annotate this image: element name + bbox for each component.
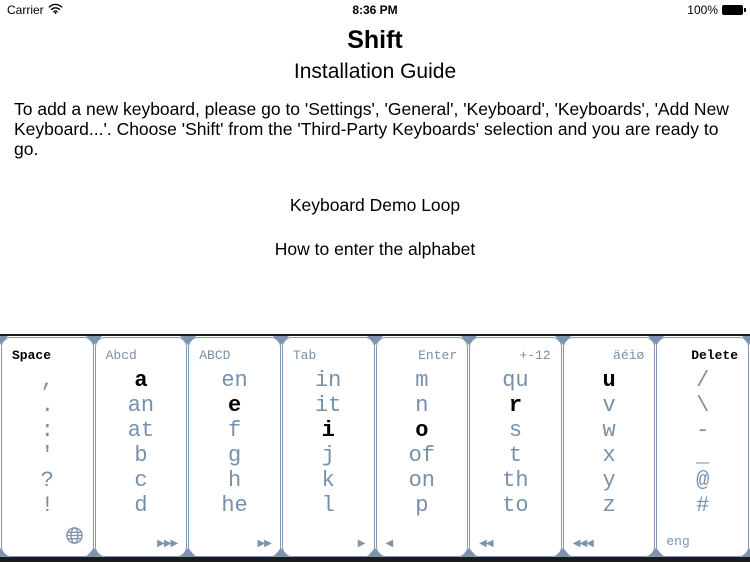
key-items bbox=[657, 363, 748, 523]
key-divider-notch bbox=[742, 336, 750, 345]
advance-right-arrows-icon: ▶▶ bbox=[257, 538, 271, 549]
advance-right-arrow-icon: ▶ bbox=[357, 538, 365, 549]
key-item: th bbox=[502, 468, 529, 493]
key-footer bbox=[470, 523, 561, 556]
key-footer bbox=[189, 523, 280, 556]
advance-right-arrows-icon: ▶▶▶ bbox=[157, 538, 178, 549]
key-item: / bbox=[696, 368, 710, 393]
key-item: n bbox=[415, 393, 429, 418]
key-item: p bbox=[415, 493, 429, 518]
key-abcd-caps[interactable] bbox=[188, 337, 281, 557]
key-footer bbox=[2, 523, 93, 556]
key-label: Space bbox=[12, 348, 52, 363]
key-divider-notch bbox=[273, 336, 289, 345]
key-item: y bbox=[602, 468, 616, 493]
key-items bbox=[564, 363, 655, 523]
keyboard-demo-loop-link[interactable]: Keyboard Demo Loop bbox=[289, 195, 461, 215]
advance-left-arrows-icon: ◀◀ bbox=[479, 538, 493, 549]
key-delete[interactable] bbox=[656, 337, 749, 557]
key-item: on bbox=[408, 468, 436, 493]
battery-percent: 100% bbox=[687, 3, 718, 17]
key-footer bbox=[657, 523, 748, 556]
key-divider-notch bbox=[461, 548, 477, 557]
key-abcd[interactable] bbox=[95, 337, 188, 557]
key-enter[interactable] bbox=[376, 337, 469, 557]
keyboard-bottom-bar bbox=[0, 557, 750, 562]
key-divider-notch bbox=[648, 548, 664, 557]
key-divider-notch bbox=[86, 336, 102, 345]
key-item: w bbox=[602, 418, 616, 443]
globe-icon[interactable] bbox=[65, 526, 84, 549]
keyboard bbox=[0, 334, 750, 562]
key-divider-notch bbox=[86, 548, 102, 557]
key-divider-notch bbox=[742, 548, 750, 557]
key-item: z bbox=[602, 493, 616, 518]
eng-language-label: eng bbox=[666, 534, 690, 549]
key-label: Enter bbox=[418, 348, 458, 363]
key-divider-notch bbox=[648, 336, 664, 345]
key-item: an bbox=[127, 393, 155, 418]
key-items bbox=[283, 363, 374, 523]
key-tab[interactable] bbox=[282, 337, 375, 557]
key-item: at bbox=[127, 418, 155, 443]
key-item: f bbox=[227, 418, 242, 443]
key-item: ! bbox=[40, 493, 54, 518]
key-item: k bbox=[321, 468, 335, 493]
key-divider-notch bbox=[0, 548, 8, 557]
key-label: Tab bbox=[292, 348, 317, 363]
installation-instructions: To add a new keyboard, please go to 'Settings', 'General', 'Keyboard', 'Keyboards', 'Add New Keyboard...'. Choose 'Shift' from the 'Third-Party Keyboards' selection and you are ready to go. bbox=[14, 99, 729, 159]
key-label: Abcd bbox=[105, 348, 137, 363]
key-label: äéìø bbox=[613, 348, 645, 363]
key-item: m bbox=[415, 368, 429, 393]
key-item: , bbox=[40, 368, 54, 393]
key-divider-notch bbox=[461, 336, 477, 345]
key-item: to bbox=[502, 493, 529, 518]
key-label: +-12 bbox=[519, 348, 551, 363]
key-item: t bbox=[508, 443, 523, 468]
key-item: of bbox=[408, 443, 436, 468]
key-item: x bbox=[602, 443, 616, 468]
key-footer bbox=[564, 523, 655, 556]
key-item: r bbox=[508, 393, 523, 418]
key-item: u bbox=[602, 368, 616, 393]
status-right bbox=[687, 3, 743, 17]
key-item: s bbox=[508, 418, 523, 443]
page-subtitle: Installation Guide bbox=[293, 60, 457, 83]
wifi-icon bbox=[48, 3, 63, 17]
key-accents[interactable] bbox=[563, 337, 656, 557]
page-title: Shift bbox=[347, 26, 403, 54]
how-to-enter-alphabet-link[interactable]: How to enter the alphabet bbox=[274, 239, 476, 259]
key-item: c bbox=[134, 468, 148, 493]
key-footer bbox=[96, 523, 187, 556]
key-items bbox=[2, 363, 93, 523]
key-space[interactable] bbox=[1, 337, 94, 557]
key-item: e bbox=[227, 393, 242, 418]
key-items bbox=[96, 363, 187, 523]
key-item: b bbox=[134, 443, 148, 468]
battery-icon bbox=[722, 5, 743, 15]
key-divider-notch bbox=[180, 336, 196, 345]
key-item: @ bbox=[696, 468, 710, 493]
status-left bbox=[7, 3, 63, 17]
key-item: i bbox=[321, 418, 335, 443]
keyboard-keys bbox=[0, 336, 750, 557]
clock: 8:36 PM bbox=[352, 3, 398, 17]
key-numbers[interactable] bbox=[469, 337, 562, 557]
key-divider-notch bbox=[367, 548, 383, 557]
key-item: # bbox=[696, 493, 710, 518]
key-item: qu bbox=[502, 368, 529, 393]
key-divider-notch bbox=[273, 548, 289, 557]
key-item: g bbox=[227, 443, 242, 468]
key-item: . bbox=[40, 393, 54, 418]
key-label: Delete bbox=[691, 348, 738, 363]
key-label: ABCD bbox=[199, 348, 231, 363]
key-items bbox=[189, 363, 280, 523]
status-bar bbox=[0, 0, 750, 20]
key-items bbox=[470, 363, 561, 523]
key-item: o bbox=[415, 418, 429, 443]
key-footer bbox=[377, 523, 468, 556]
advance-left-arrow-icon: ◀ bbox=[385, 538, 393, 549]
key-divider-notch bbox=[0, 336, 8, 345]
key-footer bbox=[283, 523, 374, 556]
carrier-label: Carrier bbox=[7, 3, 44, 17]
key-divider-notch bbox=[367, 336, 383, 345]
key-item: h bbox=[227, 468, 242, 493]
key-item: in bbox=[314, 368, 342, 393]
key-item: l bbox=[321, 493, 335, 518]
key-item: - bbox=[696, 418, 710, 443]
key-item: en bbox=[221, 368, 248, 393]
key-item: ' bbox=[40, 443, 54, 468]
key-item: \ bbox=[696, 393, 710, 418]
key-item: a bbox=[134, 368, 148, 393]
advance-left-arrows-icon: ◀◀◀ bbox=[572, 538, 593, 549]
key-item: it bbox=[314, 393, 342, 418]
key-item: d bbox=[134, 493, 148, 518]
key-item: ? bbox=[40, 468, 54, 493]
key-divider-notch bbox=[555, 548, 571, 557]
key-items bbox=[377, 363, 468, 523]
key-item: he bbox=[221, 493, 248, 518]
key-divider-notch bbox=[555, 336, 571, 345]
key-divider-notch bbox=[180, 548, 196, 557]
key-item: : bbox=[40, 418, 54, 443]
key-item: j bbox=[321, 443, 335, 468]
key-item: _ bbox=[696, 443, 710, 468]
key-item: v bbox=[602, 393, 616, 418]
